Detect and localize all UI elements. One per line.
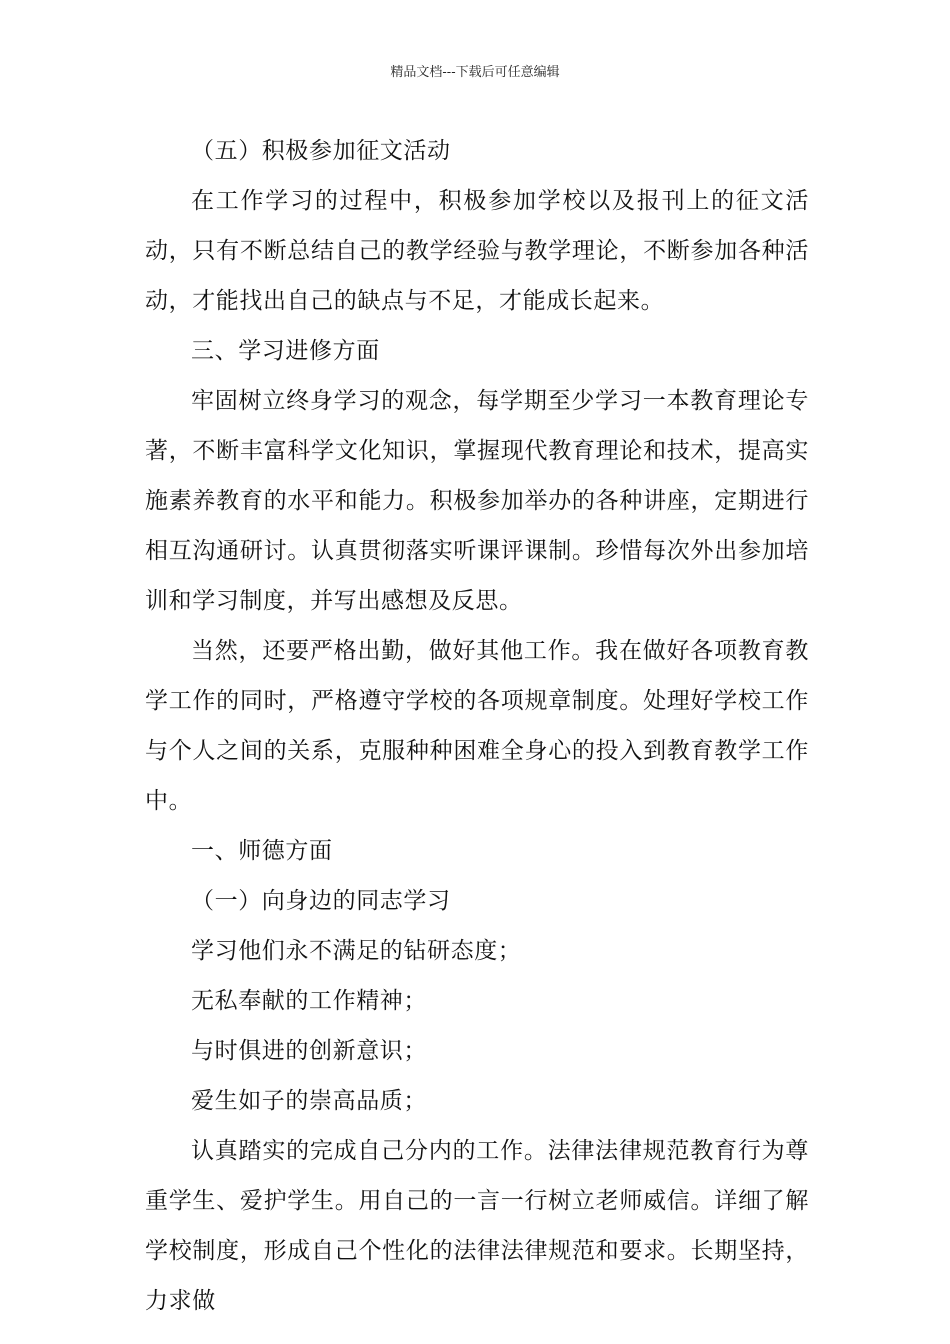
section-heading: （一）向身边的同志学习 [191, 888, 451, 914]
page-header: 精品文档---下载后可任意编辑 [390, 65, 560, 80]
section-heading: （五）积极参加征文活动 [191, 138, 451, 164]
document-body [145, 126, 809, 1326]
body-paragraph: 认真踏实的完成自己分内的工作。法律法律规范教育行为尊重学生、爱护学生。用自己的一言一行树立老师威信。详细了解学校制度，形成自己个性化的法律法律规范和要求。长期坚持，力求做 [145, 1138, 809, 1314]
body-paragraph: 牢固树立终身学习的观念，每学期至少学习一本教育理论专著，不断丰富科学文化知识，掌握现代教育理论和技术，提高实施素养教育的水平和能力。积极参加举办的各种讲座，定期进行相互沟通研讨。认真贯彻落实听课评课制。珍惜每次外出参加培训和学习制度，并写出感想及反思。 [145, 388, 809, 614]
list-item: 学习他们永不满足的钻研态度； [191, 938, 522, 964]
section-heading: 一、师德方面 [191, 838, 333, 864]
list-item: 爱生如子的崇高品质； [191, 1088, 427, 1114]
list-item: 与时俱进的创新意识； [191, 1038, 427, 1064]
body-paragraph: 在工作学习的过程中，积极参加学校以及报刊上的征文活动，只有不断总结自己的教学经验与教学理论，不断参加各种活动，才能找出自己的缺点与不足，才能成长起来。 [145, 188, 809, 314]
body-paragraph: 当然，还要严格出勤，做好其他工作。我在做好各项教育教学工作的同时，严格遵守学校的各项规章制度。处理好学校工作与个人之间的关系，克服种种困难全身心的投入到教育教学工作中。 [145, 638, 809, 814]
section-heading: 三、学习进修方面 [191, 338, 380, 364]
list-item: 无私奉献的工作精神； [191, 988, 427, 1014]
